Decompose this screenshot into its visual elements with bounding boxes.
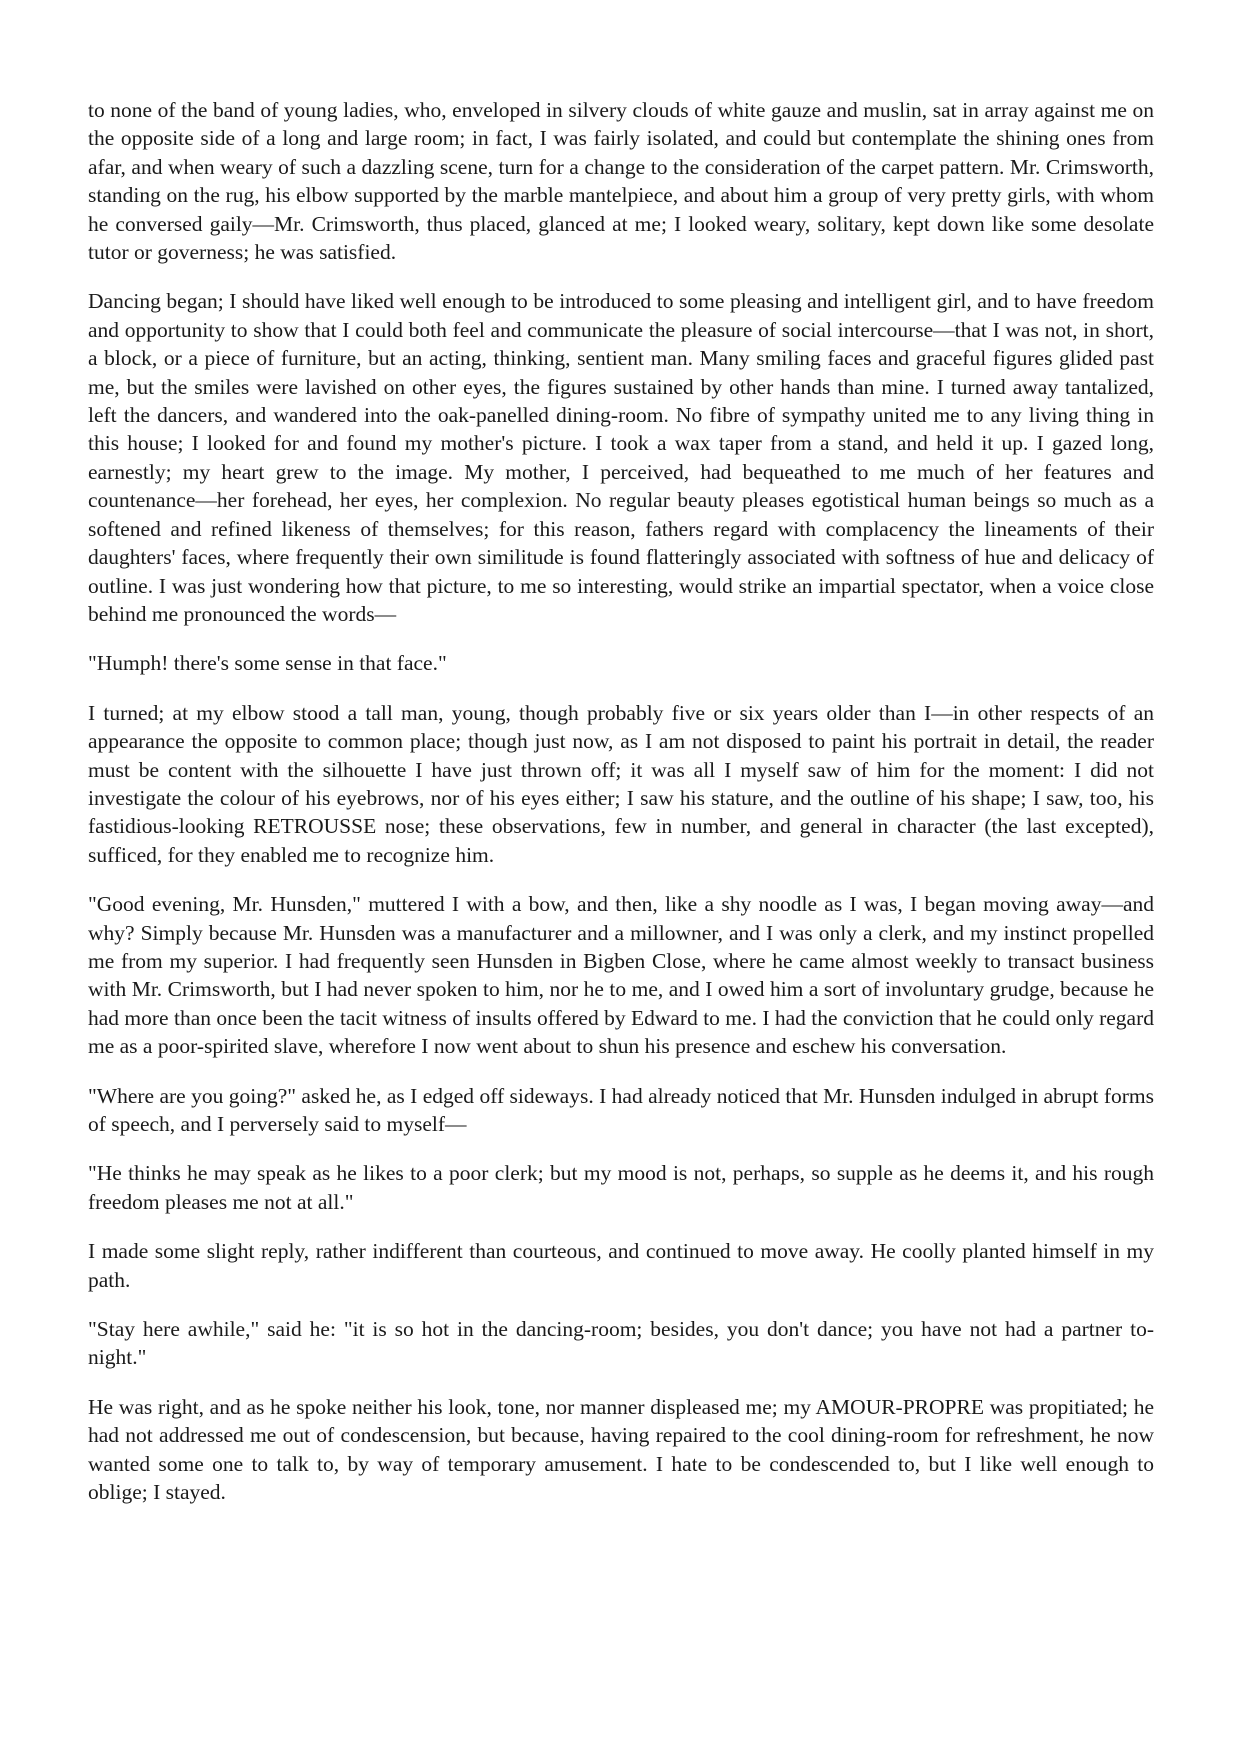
paragraph: "Stay here awhile," said he: "it is so hot in the dancing-room; besides, you don't dance; you have not had a partner to-night." bbox=[88, 1317, 1154, 1370]
paragraph: "He thinks he may speak as he likes to a poor clerk; but my mood is not, perhaps, so supple as he deems it, and his rough freedom pleases me not at all." bbox=[88, 1161, 1154, 1214]
paragraph: "Good evening, Mr. Hunsden," muttered I with a bow, and then, like a shy noodle as I was, I began moving away—and why? Simply because Mr. Hunsden was a manufacturer and a millowner, and I was only a clerk, and my instinct propelled me from my superior. I had frequently seen Hunsden in Bigben Close, where he came almost weekly to transact business with Mr. Crimsworth, but I had never spoken to him, nor he to me, and I owed him a sort of involuntary grudge, because he had more than once been the tacit witness of insults offered by Edward to me. I had the conviction that he could only regard me as a poor-spirited slave, wherefore I now went about to shun his presence and eschew his conversation. bbox=[88, 892, 1154, 1059]
paragraph: I turned; at my elbow stood a tall man, young, though probably five or six years older than I—in other respects of an appearance the opposite to common place; though just now, as I am not disposed to paint his portrait in detail, the reader must be content with the silhouette I have just thrown off; it was all I myself saw of him for the moment: I did not investigate the colour of his eyebrows, nor of his eyes either; I saw his stature, and the outline of his shape; I saw, too, his fastidious-looking RETROUSSE nose; these observations, few in number, and general in character (the last excepted), sufficed, for they enabled me to recognize him. bbox=[88, 700, 1154, 867]
paragraph: "Where are you going?" asked he, as I edged off sideways. I had already noticed that Mr. Hunsden indulged in abrupt forms of speech, and I perversely said to myself— bbox=[88, 1083, 1154, 1136]
paragraph: He was right, and as he spoke neither his look, tone, nor manner displeased me; my AMOUR-PROPRE was propitiated; he had not addressed me out of condescension, but because, having repaired to the cool dining-room for refreshment, he now wanted some one to talk to, by way of temporary amusement. I hate to be condescended to, but I like well enough to oblige; I stayed. bbox=[88, 1394, 1154, 1505]
paragraph: "Humph! there's some sense in that face." bbox=[88, 651, 447, 676]
paragraph: I made some slight reply, rather indifferent than courteous, and continued to move away. He coolly planted himself in my path. bbox=[88, 1239, 1154, 1292]
document-page bbox=[88, 96, 1154, 1527]
paragraph: Dancing began; I should have liked well enough to be introduced to some pleasing and intelligent girl, and to have freedom and opportunity to show that I could both feel and communicate the pleasure of social intercourse—that I was not, in short, a block, or a piece of furniture, but an acting, thinking, sentient man. Many smiling faces and graceful figures glided past me, but the smiles were lavished on other eyes, the figures sustained by other hands than mine. I turned away tantalized, left the dancers, and wandered into the oak-panelled dining-room. No fibre of sympathy united me to any living thing in this house; I looked for and found my mother's picture. I took a wax taper from a stand, and held it up. I gazed long, earnestly; my heart grew to the image. My mother, I perceived, had bequeathed to me much of her features and countenance—her forehead, her eyes, her complexion. No regular beauty pleases egotistical human beings so much as a softened and refined likeness of themselves; for this reason, fathers regard with complacency the lineaments of their daughters' faces, where frequently their own similitude is found flatteringly associated with softness of hue and delicacy of outline. I was just wondering how that picture, to me so interesting, would strike an impartial spectator, when a voice close behind me pronounced the words— bbox=[88, 289, 1154, 626]
paragraph: to none of the band of young ladies, who, enveloped in silvery clouds of white gauze and muslin, sat in array against me on the opposite side of a long and large room; in fact, I was fairly isolated, and could but contemplate the shining ones from afar, and when weary of such a dazzling scene, turn for a change to the consideration of the carpet pattern. Mr. Crimsworth, standing on the rug, his elbow supported by the marble mantelpiece, and about him a group of very pretty girls, with whom he conversed gaily—Mr. Crimsworth, thus placed, glanced at me; I looked weary, solitary, kept down like some desolate tutor or governess; he was satisfied. bbox=[88, 98, 1154, 265]
